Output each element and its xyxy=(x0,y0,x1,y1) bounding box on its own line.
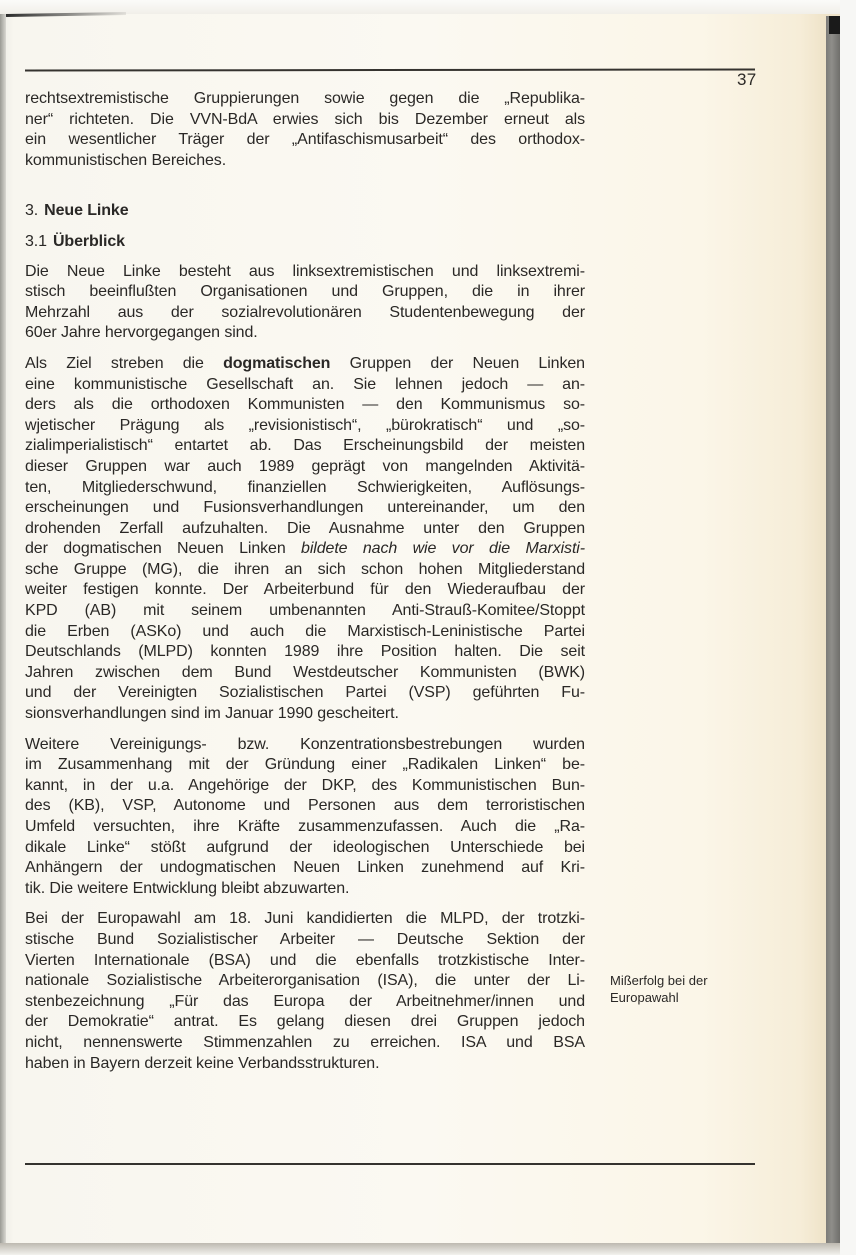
page-number: 37 xyxy=(737,70,757,89)
text-line: und der Vereinigten Sozialistischen Partei (VSP) geführten Fu- xyxy=(25,684,585,702)
text-line: wjetischer Prägung als „revisionistisch“, „bürokratisch“ und „so- xyxy=(25,416,585,434)
header-rule xyxy=(25,68,755,71)
footer-rule xyxy=(25,1163,755,1165)
text-line: ders als die orthodoxen Kommunisten — den Kommunismus so- xyxy=(25,396,585,414)
text-line: ten, Mitgliederschwund, finanziellen Schwierigkeiten, Auflösungs- xyxy=(25,478,585,496)
subsection-title: Überblick xyxy=(52,232,125,250)
paragraph-european-election xyxy=(25,909,585,1074)
text-line: eine kommunistische Gesellschaft an. Sie lehnen jedoch — an- xyxy=(25,375,585,393)
text-line: drohenden Zerfall aufzuhalten. Die Ausnahme unter den Gruppen xyxy=(25,519,585,537)
text-line: haben in Bayern derzeit keine Verbandsstrukturen. xyxy=(25,1054,380,1072)
text-line: Vierten Internationale (BSA) und die ebenfalls trotzkistische Inter- xyxy=(25,951,585,969)
text-line: Anhängern der undogmatischen Neuen Linken zunehmend auf Kri- xyxy=(25,859,585,877)
italic-text: bildete nach wie vor die Marxisti- xyxy=(301,540,585,558)
text-line: im Zusammenhang mit der Gründung einer „Radikalen Linken“ be- xyxy=(25,756,585,774)
text-line: die Erben (ASKo) und auch die Marxistisch-Leninistische Partei xyxy=(25,622,585,640)
text-line: erscheinungen und Fusionsverhandlungen untereinander, um den xyxy=(25,499,585,517)
text-line: kommunistischen Bereiches. xyxy=(25,151,227,169)
text-line: Mehrzahl aus der sozialrevolutionären Studentenbewegung der xyxy=(25,303,585,321)
text-line: 60er Jahre hervorgegangen sind. xyxy=(25,324,258,342)
page-bottom-edge xyxy=(0,1243,840,1255)
section-number: 3. xyxy=(25,202,39,220)
text-line: der Demokratie“ antrat. Es gelang diesen drei Gruppen jedoch xyxy=(25,1013,585,1031)
page-top-shadow xyxy=(0,0,856,14)
text-line: KPD (AB) mit seinem umbenannten Anti-Strauß-Komitee/Stoppt xyxy=(25,602,585,620)
text-line: nationale Sozialistische Arbeiterorganisation (ISA), die unter der Li- xyxy=(25,972,585,990)
text-line: weiter festigen konnte. Der Arbeiterbund für den Wiederaufbau der xyxy=(25,581,585,599)
text-line: sionsverhandlungen sind im Januar 1990 gescheitert. xyxy=(25,705,399,723)
text-line: Umfeld versuchten, ihre Kräfte zusammenzufassen. Auch die „Ra- xyxy=(25,818,585,835)
section-heading xyxy=(25,201,585,222)
text-line: Weitere Vereinigungs- bzw. Konzentrationsbestrebungen wurden xyxy=(25,735,585,753)
text-line: Deutschlands (MLPD) konnten 1989 ihre Position halten. Die seit xyxy=(25,643,585,661)
text-line: dieser Gruppen war auch 1989 geprägt von mangelnden Aktivitä- xyxy=(25,457,585,475)
text-line: nicht, nennenswerte Stimmenzahlen zu erreichen. ISA und BSA xyxy=(25,1033,585,1051)
section-title: Neue Linke xyxy=(44,202,129,220)
emphasis-dogmatischen: dogmatischen xyxy=(223,354,331,372)
page-left-edge xyxy=(0,14,6,1255)
margin-note-line: Europawahl xyxy=(610,990,679,1005)
subsection-number: 3.1 xyxy=(25,232,47,250)
paragraph-dogmatic-groups xyxy=(25,354,585,725)
text-line: tik. Die weitere Entwicklung bleibt abzuwarten. xyxy=(25,879,350,897)
text-line: stische Bund Sozialistischer Arbeiter — Deutsche Sektion der xyxy=(25,930,585,948)
text-line: des (KB), VSP, Autonome und Personen aus dem terroristischen xyxy=(25,797,585,815)
text-line: Als Ziel streben die dogmatischen Gruppen der Neuen Linken xyxy=(25,354,585,372)
text-line: Jahren zwischen dem Bund Westdeutscher Kommunisten (BWK) xyxy=(25,663,585,681)
paragraph-definition xyxy=(25,262,585,344)
paragraph-radical-left xyxy=(25,735,585,900)
text-line: Die Neue Linke besteht aus linksextremistischen und linksextremi- xyxy=(25,262,585,280)
text-line: kannt, in der u.a. Angehörige der DKP, des Kommunistischen Bun- xyxy=(25,776,585,794)
text-line: der dogmatischen Neuen Linken bildete nach wie vor die Marxisti- xyxy=(25,540,585,558)
text-line: ner“ richteten. Die VVN-BdA erwies sich bis Dezember erneut als xyxy=(25,110,585,128)
text-line: stisch beeinflußten Organisationen und Gruppen, die in ihrer xyxy=(25,283,585,301)
text-line: zialimperialistisch“ entartet ab. Das Erscheinungsbild der meisten xyxy=(25,437,585,455)
text-line: rechtsextremistische Gruppierungen sowie gegen die „Republika- xyxy=(25,90,585,107)
text-line: Bei der Europawahl am 18. Juni kandidierten die MLPD, der trotzki- xyxy=(25,910,585,928)
subsection-heading xyxy=(25,232,585,253)
margin-note-line: Mißerfolg bei der xyxy=(610,973,708,988)
text-line: sche Gruppe (MG), die ihren an sich schon hohen Mitgliederstand xyxy=(25,560,585,578)
text-line: stenbezeichnung „Für das Europa der Arbeitnehmer/innen und xyxy=(25,992,585,1010)
scan-right-margin xyxy=(840,0,856,1255)
book-spine-shadow xyxy=(826,16,840,1246)
main-text-column xyxy=(25,89,585,1074)
text-line: dikale Linke“ stößt aufgrund der ideologischen Unterschiede bei xyxy=(25,838,585,856)
intro-paragraph xyxy=(25,89,585,171)
margin-note xyxy=(610,972,750,1006)
text-line: ein wesentlicher Träger der „Antifaschismusarbeit“ des orthodox- xyxy=(25,131,585,149)
book-spine-top xyxy=(829,16,840,34)
